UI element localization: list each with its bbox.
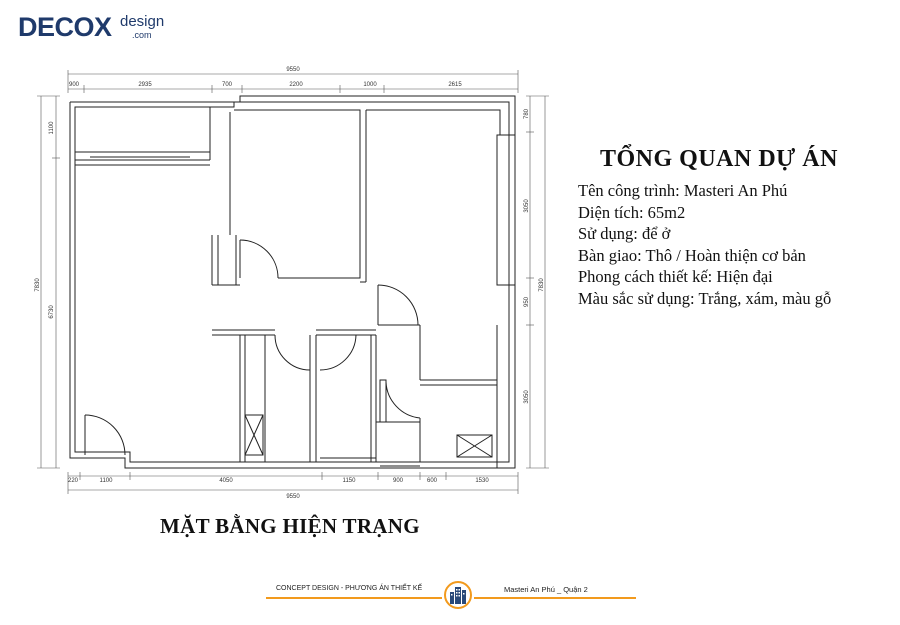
footer-right-text: Masteri An Phú _ Quận 2 [504,585,588,594]
overview-line: Màu sắc sử dụng: Trắng, xám, màu gỗ [578,288,832,308]
dim-top-seg: 2935 [138,82,152,88]
overview-line: Phong cách thiết kế: Hiện đại [578,267,773,286]
dim-bottom-seg: 900 [392,478,404,484]
overview-line: Diện tích: 65m2 [578,202,686,222]
dim-right-seg: 950 [524,296,530,308]
dim-right-seg: 3050 [524,199,530,213]
dim-bottom-seg: 1530 [475,478,489,484]
dim-left-seg: 1100 [49,121,55,135]
dim-top-seg: 700 [221,82,233,88]
plan-title: MẶT BẰNG HIỆN TRẠNG [160,514,420,538]
dim-top-seg: 1000 [363,82,377,88]
logo-suffix: design [120,13,165,30]
dim-right-seg: 3050 [524,390,530,404]
overview-line: Bàn giao: Thô / Hoàn thiện cơ bản [578,245,806,265]
logo-domain: .com [132,30,152,40]
dim-top-seg: 900 [68,82,80,88]
dim-bottom-seg: 4050 [219,478,233,484]
dim-left-seg: 6730 [49,305,55,319]
dim-top-seg: 2615 [448,82,462,88]
project-overview [578,144,888,309]
dim-bottom-seg: 600 [426,478,438,484]
overview-line: Sử dụng: để ở [578,224,671,243]
dim-bottom-total: 9550 [286,494,300,500]
dim-top-seg: 2200 [289,82,303,88]
dim-left-total: 7830 [35,278,41,292]
logo-brand: DECOX [18,12,112,42]
dim-right-total: 7830 [539,278,545,292]
dim-bottom-seg: 1150 [342,478,356,484]
dim-bottom-seg: 220 [67,478,79,484]
dim-bottom-seg: 1100 [99,478,113,484]
dim-top-total: 9550 [286,67,300,73]
overview-title: TỔNG QUAN DỰ ÁN [600,146,838,172]
footer [266,580,636,610]
footer-left-text: CONCEPT DESIGN - PHƯƠNG ÁN THIẾT KẾ [276,585,423,592]
dim-right-seg: 780 [524,108,530,120]
building-icon [442,580,474,610]
overview-line: Tên công trình: Masteri An Phú [578,181,788,200]
